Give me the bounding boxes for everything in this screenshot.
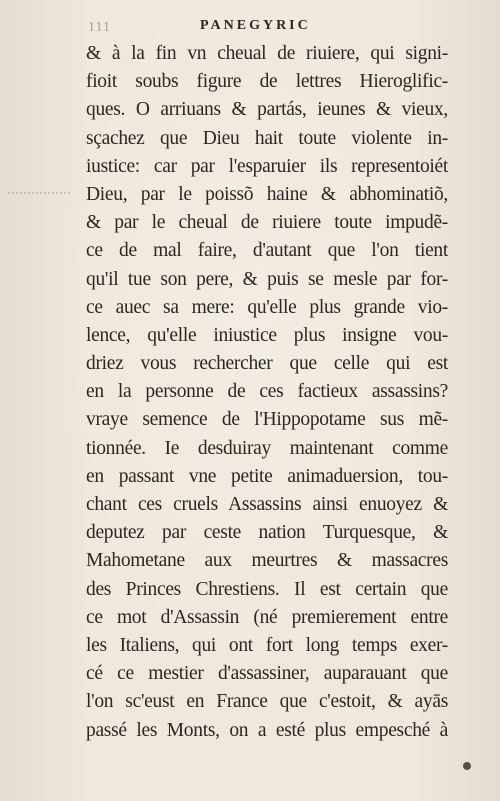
text-line: tionnée. Ie desduiray maintenant comme	[86, 437, 448, 459]
text-line: & par le cheual de riuiere toute impudẽ-	[86, 212, 448, 234]
running-head: PANEGYRIC	[200, 18, 311, 33]
text-line: iustice: car par l'esparuier ils representoiét	[86, 155, 448, 177]
page-number: 111	[88, 20, 111, 35]
text-line: ce mot d'Assassin (né premierement entre	[86, 606, 448, 628]
text-line: sçachez que Dieu hait toute violente in-	[86, 127, 448, 149]
text-line: en passant vne petite animaduersion, tou-	[86, 465, 448, 487]
text-line: Dieu, par le poissõ haine & abhominatiõ,	[86, 183, 448, 205]
text-line: cé ce mestier d'assassiner, auparauant que	[86, 663, 448, 685]
text-line: l'on sc'eust en France que c'estoit, & ayās	[86, 691, 448, 713]
text-line: des Princes Chrestiens. Il est certain que	[86, 578, 448, 600]
text-line: ce de mal faire, d'autant que l'on tient	[86, 240, 448, 262]
text-line: les Italiens, qui ont fort long temps exer-	[86, 634, 448, 656]
text-line: & à la fin vn cheual de riuiere, qui signi-	[86, 43, 448, 64]
text-line: ce auec sa mere: qu'elle plus grande vio-	[86, 296, 448, 318]
text-line: vraye semence de l'Hippopotame sus mẽ-	[86, 409, 448, 431]
text-line: deputez par ceste nation Turquesque, &	[86, 522, 448, 544]
text-line: lence, qu'elle iniustice plus insigne vou-	[86, 324, 448, 346]
text-line: en la personne de ces factieux assassins?	[86, 381, 448, 403]
text-line: driez vous rechercher que celle qui est	[86, 353, 448, 375]
text-line: passé les Monts, on a esté plus empesché à	[86, 719, 448, 741]
text-line: qu'il tue son pere, & puis se mesle par for-	[86, 268, 448, 290]
text-line: chant ces cruels Assassins ainsi enuoyez &	[86, 494, 448, 515]
ink-spot	[463, 762, 471, 770]
bleed-through-mark	[8, 186, 70, 194]
text-line: ques. O arriuans & partás, ieunes & vieux,	[86, 99, 448, 121]
body-text	[86, 40, 448, 745]
text-line: fioit soubs figure de lettres Hieroglific-	[86, 71, 448, 93]
text-line: Mahometane aux meurtres & massacres	[86, 550, 448, 572]
